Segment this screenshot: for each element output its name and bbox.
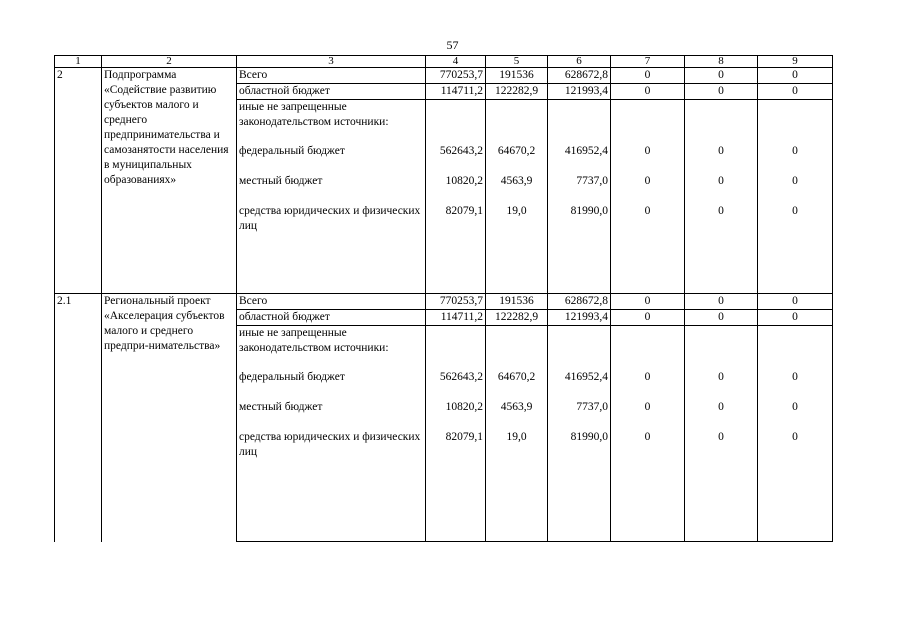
- source-cell: областной бюджет: [237, 84, 426, 100]
- value-cell: 0: [758, 84, 833, 100]
- value-cell: 628672,8: [548, 294, 611, 310]
- section-code: 2.1: [55, 294, 102, 542]
- page-number: 57: [446, 38, 459, 52]
- value-cell: 0: [758, 294, 833, 310]
- value-cell: 0: [758, 310, 833, 326]
- value-cell: 0: [685, 430, 758, 542]
- value-cell: 416952,4: [548, 370, 611, 400]
- header-cell: 8: [685, 56, 758, 68]
- value-cell: 770253,7: [426, 68, 486, 84]
- value-cell: 628672,8: [548, 68, 611, 84]
- value-cell: 114711,2: [426, 84, 486, 100]
- header-cell: 2: [102, 56, 237, 68]
- value-cell: 64670,2: [486, 370, 548, 400]
- source-cell: местный бюджет: [237, 174, 426, 204]
- value-cell: 0: [611, 400, 685, 430]
- source-cell: областной бюджет: [237, 310, 426, 326]
- value-cell: 0: [758, 68, 833, 84]
- header-cell: 6: [548, 56, 611, 68]
- value-cell: 416952,4: [548, 144, 611, 174]
- value-cell: 0: [758, 174, 833, 204]
- value-cell: 562643,2: [426, 144, 486, 174]
- value-cell: 0: [611, 294, 685, 310]
- source-cell: Всего: [237, 294, 426, 310]
- value-cell: 7737,0: [548, 400, 611, 430]
- value-cell: 0: [758, 204, 833, 294]
- value-cell: 82079,1: [426, 430, 486, 542]
- value-cell: 81990,0: [548, 430, 611, 542]
- value-cell: 0: [685, 84, 758, 100]
- value-cell: 64670,2: [486, 144, 548, 174]
- header-row: [55, 56, 833, 68]
- value-cell: 19,0: [486, 430, 548, 542]
- source-cell: иные не запрещенные законодательством источники:: [237, 326, 426, 370]
- source-cell: федеральный бюджет: [237, 370, 426, 400]
- value-cell: 0: [758, 370, 833, 400]
- value-cell: 0: [685, 174, 758, 204]
- value-cell: 0: [685, 294, 758, 310]
- header-cell: 7: [611, 56, 685, 68]
- value-cell: 121993,4: [548, 310, 611, 326]
- header-cell: 3: [237, 56, 426, 68]
- value-cell: 562643,2: [426, 370, 486, 400]
- value-cell: 10820,2: [426, 174, 486, 204]
- source-cell: иные не запрещенные законодательством источники:: [237, 100, 426, 144]
- value-cell: 0: [611, 430, 685, 542]
- header-cell: 4: [426, 56, 486, 68]
- value-cell: 0: [611, 84, 685, 100]
- value-cell: 114711,2: [426, 310, 486, 326]
- source-cell: средства юридических и физических лиц: [237, 430, 426, 542]
- header-cell: 1: [55, 56, 102, 68]
- value-cell: 122282,9: [486, 84, 548, 100]
- source-cell: местный бюджет: [237, 400, 426, 430]
- value-cell: 10820,2: [426, 400, 486, 430]
- table-row: [55, 68, 833, 84]
- value-cell: 4563,9: [486, 400, 548, 430]
- value-cell: 7737,0: [548, 174, 611, 204]
- value-cell: 81990,0: [548, 204, 611, 294]
- value-cell: 4563,9: [486, 174, 548, 204]
- value-cell: 0: [685, 400, 758, 430]
- value-cell: 0: [611, 310, 685, 326]
- value-cell: 0: [611, 174, 685, 204]
- value-cell: 0: [611, 370, 685, 400]
- value-cell: 0: [685, 370, 758, 400]
- value-cell: 0: [611, 68, 685, 84]
- budget-table: [54, 55, 833, 542]
- table-row: [55, 294, 833, 310]
- section-name: Подпрограмма «Содействие развитию субъектов малого и среднего предпринимательства и самозанятости населения в муниципальных образованиях»: [102, 68, 237, 294]
- value-cell: 0: [685, 144, 758, 174]
- section-name: Региональный проект «Акселерация субъектов малого и среднего предпри-нимательства»: [102, 294, 237, 542]
- value-cell: 121993,4: [548, 84, 611, 100]
- section-code: 2: [55, 68, 102, 294]
- value-cell: 191536: [486, 294, 548, 310]
- header-cell: 5: [486, 56, 548, 68]
- source-cell: средства юридических и физических лиц: [237, 204, 426, 294]
- value-cell: 19,0: [486, 204, 548, 294]
- source-cell: федеральный бюджет: [237, 144, 426, 174]
- value-cell: 82079,1: [426, 204, 486, 294]
- value-cell: 0: [758, 144, 833, 174]
- value-cell: 0: [685, 68, 758, 84]
- value-cell: 122282,9: [486, 310, 548, 326]
- source-cell: Всего: [237, 68, 426, 84]
- header-cell: 9: [758, 56, 833, 68]
- value-cell: 0: [611, 204, 685, 294]
- value-cell: 0: [685, 310, 758, 326]
- value-cell: 0: [758, 430, 833, 542]
- value-cell: 0: [758, 400, 833, 430]
- value-cell: 770253,7: [426, 294, 486, 310]
- value-cell: 0: [685, 204, 758, 294]
- value-cell: 0: [611, 144, 685, 174]
- value-cell: 191536: [486, 68, 548, 84]
